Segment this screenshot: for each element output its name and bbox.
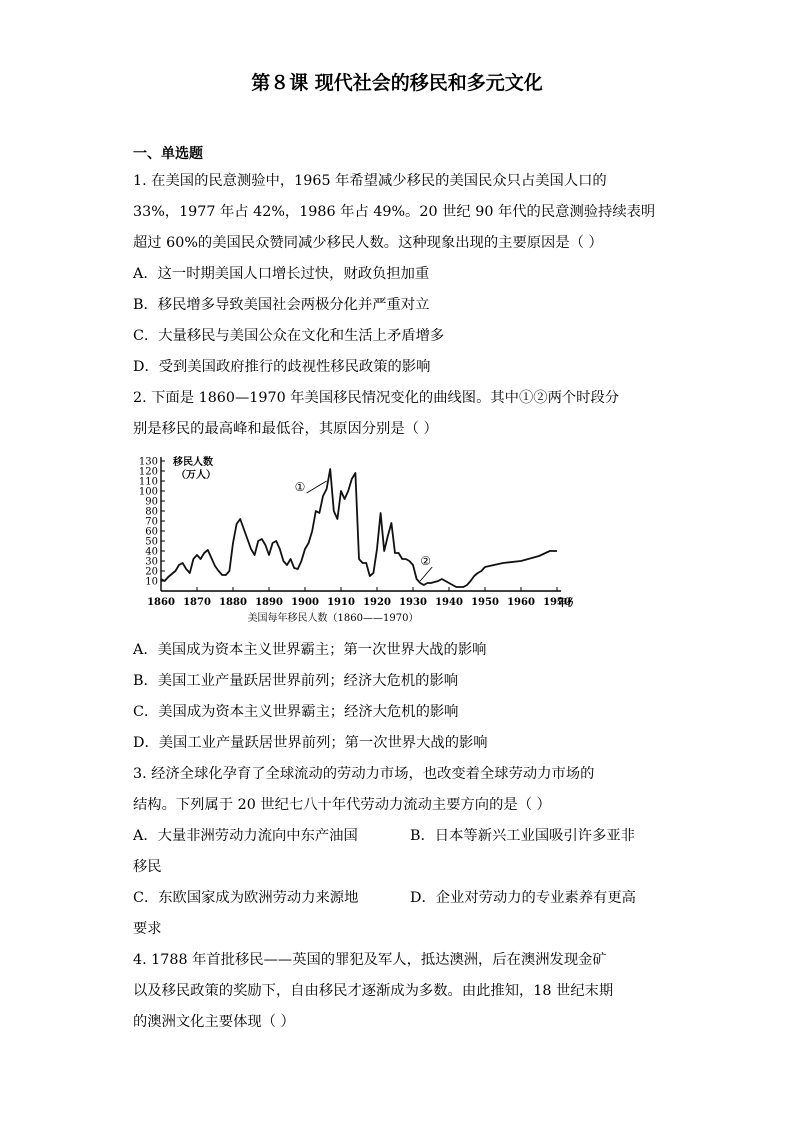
immigration-chart-svg xyxy=(133,449,573,631)
y-tick-label: 80 xyxy=(145,506,158,518)
annotation-label: ② xyxy=(420,554,431,568)
q3-option-c: C．东欧国家成为欧洲劳动力来源地 xyxy=(133,890,359,906)
annotation-label: ① xyxy=(294,480,306,494)
x-tick-label: 1860 xyxy=(147,597,175,608)
q3-option-row xyxy=(133,821,663,852)
q3-stem-line: 结构。下列属于 20 世纪七八十年代劳动力流动主要方向的是（ ） xyxy=(133,797,551,813)
section-heading: 一、单选题 xyxy=(133,146,203,162)
q3-stem-line: 3. 经济全球化孕育了全球流动的劳动力市场，也改变着全球劳动力市场的 xyxy=(133,766,595,782)
q4-stem-line: 以及移民政策的奖励下，自由移民才逐渐成为多数。由此推知，18 世纪末期 xyxy=(133,983,614,999)
y-tick-label: 40 xyxy=(145,546,158,558)
y-tick-label: 70 xyxy=(145,516,158,528)
x-tick-label: 1880 xyxy=(219,597,247,608)
q3-option-d: D．企业对劳动力的专业素养有更高 xyxy=(410,890,636,906)
document-body xyxy=(133,142,663,1038)
y-tick-label: 90 xyxy=(145,496,158,508)
y-tick-label: 50 xyxy=(145,536,158,548)
q2-option-d: D．美国工业产量跃居世界前列；第一次世界大战的影响 xyxy=(133,735,488,751)
x-tick-label: 1900 xyxy=(291,597,319,608)
y-tick-label: 20 xyxy=(145,566,158,578)
x-tick-label: 1960 xyxy=(507,597,535,608)
q4-stem-line: 的澳洲文化主要体现（ ） xyxy=(133,1014,295,1030)
annotation-leader xyxy=(307,481,327,493)
q1-stem-line: 33%，1977 年占 42%，1986 年占 49%。20 世纪 90 年代的民意测验持续表明 xyxy=(133,204,656,220)
x-tick-label: 1970 xyxy=(543,597,571,608)
x-tick-label: 1920 xyxy=(363,597,391,608)
y-tick-label: 10 xyxy=(145,576,158,588)
annotation-leader xyxy=(420,567,432,581)
immigration-chart xyxy=(133,449,573,631)
y-axis-label: 移民人数 xyxy=(173,457,213,468)
page-title: 第８课 现代社会的移民和多元文化 xyxy=(251,72,543,94)
q1-option-a: A．这一时期美国人口增长过快，财政负担加重 xyxy=(133,266,430,282)
q1-stem-line: 1. 在美国的民意测验中，1965 年希望减少移民的美国民众只占美国人口的 xyxy=(133,173,607,189)
y-tick-label: 60 xyxy=(145,526,158,538)
q1-stem-line: 超过 60%的美国民众赞同减少移民人数。这种现象出现的主要原因是（ ） xyxy=(133,235,603,251)
x-tick-label: 1930 xyxy=(399,597,427,608)
q4-stem-line: 4. 1788 年首批移民——英国的罪犯及军人，抵达澳洲，后在澳洲发现金矿 xyxy=(133,952,607,968)
q2-option-c: C．美国成为资本主义世界霸主；经济大危机的影响 xyxy=(133,704,459,720)
q1-option-b: B．移民增多导致美国社会两极分化并严重对立 xyxy=(133,297,430,313)
q2-stem-line: 2. 下面是 1860—1970 年美国移民情况变化的曲线图。其中①②两个时段分 xyxy=(133,390,620,406)
q2-option-b: B．美国工业产量跃居世界前列；经济大危机的影响 xyxy=(133,673,459,689)
y-tick-label: 130 xyxy=(138,456,158,468)
x-tick-label: 1910 xyxy=(327,597,355,608)
x-tick-label: 1890 xyxy=(255,597,283,608)
q3-option-b: B．日本等新兴工业国吸引许多亚非 xyxy=(410,828,635,844)
chart-caption: 美国每年移民人数（1860——1970） xyxy=(247,613,419,624)
y-tick-label: 100 xyxy=(138,486,158,498)
immigration-series-line xyxy=(161,469,557,587)
q2-stem-line: 别是移民的最高峰和最低谷，其原因分别是（ ） xyxy=(133,421,438,437)
y-tick-label: 120 xyxy=(138,466,158,478)
y-axis-unit: （万人） xyxy=(176,470,216,481)
q3-option-row xyxy=(133,883,663,914)
x-axis-label: 年份 xyxy=(557,598,573,609)
q3-option-b-continued: 移民 xyxy=(133,859,162,875)
q2-option-a: A．美国成为资本主义世界霸主；第一次世界大战的影响 xyxy=(133,642,487,658)
q1-option-c: C．大量移民与美国公众在文化和生活上矛盾增多 xyxy=(133,328,445,344)
y-tick-label: 30 xyxy=(145,556,158,568)
q3-option-a: A．大量非洲劳动力流向中东产油国 xyxy=(133,828,358,844)
y-tick-label: 110 xyxy=(138,476,158,488)
q3-option-d-continued: 要求 xyxy=(133,921,162,937)
x-tick-label: 1950 xyxy=(471,597,499,608)
x-tick-label: 1940 xyxy=(435,597,463,608)
x-tick-label: 1870 xyxy=(183,597,211,608)
q1-option-d: D．受到美国政府推行的歧视性移民政策的影响 xyxy=(133,359,431,375)
